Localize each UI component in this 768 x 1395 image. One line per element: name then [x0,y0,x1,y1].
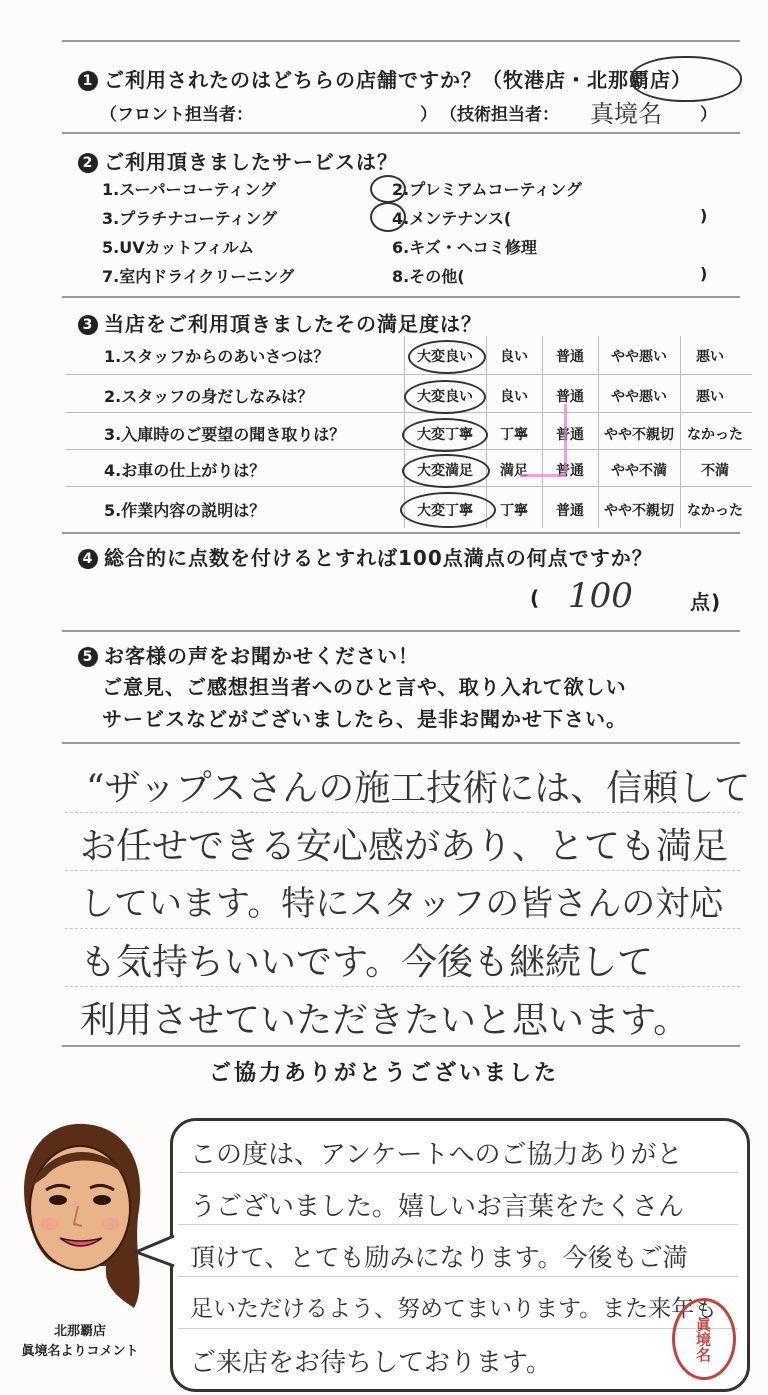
bubble-tail [134,1232,176,1272]
divider-3 [62,532,740,534]
row-5-choice-1: 大変丁寧 [417,503,473,519]
ruled-line-1 [65,812,740,813]
row-5-choice-5: なかった [687,503,743,519]
row-4-choice-5: 不満 [701,463,729,479]
customer-comment-line-1: “ザップスさんの施工技術には、信頼して [86,768,751,809]
divider-5 [62,742,740,744]
service-option-8-close: ) [700,264,708,283]
q5-line-1 [78,640,419,669]
customer-comment-line-4: も気持ちいいです。今後も継続して [80,942,654,983]
row-3-selection-circle [402,418,488,452]
q3-text: 当店をご利用頂きましたその満足度は？ [104,312,482,336]
row-3-choice-2: 丁寧 [500,427,528,443]
staff-reply-line-5: ご来店をお待ちしております。 [190,1348,552,1378]
ruled-line-3 [65,928,740,929]
row-5-choice-4: やや不親切 [604,503,674,519]
score-open: ( [530,586,541,610]
row-5-choice-3: 普通 [556,503,584,519]
row-1-choice-4: やや悪い [611,349,667,365]
row-2-choice-1: 大変良い [417,389,473,405]
row-3-choice-5: なかった [687,427,743,443]
q4-number: 4 [78,549,98,569]
staff-store-name: 北那覇店 [53,1324,106,1339]
customer-comment-line-5: 利用させていただきたいと思います。 [80,1000,690,1041]
highlighter-mark-2 [520,474,566,477]
staff-reply-line-1: この度は、アンケートへのご協力ありがと [190,1140,683,1170]
row-1-choice-5: 悪い [696,349,724,365]
q1-text: ご利用されたのはどちらの店舗ですか？（牧港店・北那覇店） [104,68,692,92]
tech-staff-value: 真境名 [590,100,662,128]
row-3-choice-3: 普通 [556,427,584,443]
staff-avatar [6,1116,156,1316]
service-option-6: 6.キズ・ヘコミ修理 [392,238,537,257]
satisfaction-row-3-label: 3.入庫時のご要望の聞き取りは？ [104,425,346,444]
divider-2 [62,296,740,298]
row-5-choice-2: 丁寧 [500,503,528,519]
row-4-choice-4: やや不満 [611,463,667,479]
table-hline-2 [66,412,752,413]
q1-number: 1 [78,71,98,91]
row-2-selection-circle [404,380,486,414]
row-2-choice-5: 悪い [696,389,724,405]
row-2-choice-2: 良い [500,389,528,405]
q2-question [78,146,398,175]
service-option-4: 4.メンテナンス( [392,209,512,228]
staff-comment-from: 眞境名よりコメント [21,1344,139,1359]
staff-reply-line-3: 頂けて、とても励みになります。今後もご満 [190,1243,688,1272]
score-unit: 点) [690,590,722,614]
row-4-choice-3: 普通 [556,463,584,479]
satisfaction-row-2-label: 2.スタッフの身だしなみは？ [104,387,314,406]
q5-number: 5 [78,647,98,667]
service-option-5: 5.UVカットフィルム [102,238,255,257]
table-hline-1 [66,374,752,375]
name-stamp: 眞境名 [672,1298,736,1380]
row-3-choice-1: 大変丁寧 [417,427,473,443]
service-option-4-close: ) [700,206,708,225]
front-staff-label: （フロント担当者： [100,105,253,125]
top-divider [62,40,740,42]
q5-line-2: ご意見、ご感想担当者へのひと言や、取り入れて欲しい [102,675,627,699]
service-4-check-circle [370,202,406,232]
row-1-selection-circle [408,340,486,374]
row-3-choice-4: やや不親切 [604,427,674,443]
customer-comment-line-3: しています。特にスタッフの皆さんの対応 [80,884,724,924]
ruled-line-2 [65,870,740,871]
service-option-1: 1.スーパーコーティング [102,180,277,199]
divider-1 [62,132,740,134]
q2-number: 2 [78,153,98,173]
row-2-choice-3: 普通 [556,389,584,405]
table-hline-4 [66,486,752,487]
table-hline-3 [66,449,752,450]
thanks-message: ご協力ありがとうございました [208,1061,559,1086]
row-1-choice-1: 大変良い [417,349,473,365]
q5-line-3: サービスなどがございましたら、是非お聞かせ下さい。 [102,707,627,731]
q4-question [78,542,653,571]
bubble-line-4 [178,1328,738,1329]
row-2-choice-4: やや悪い [611,389,667,405]
service-option-3: 3.プラチナコーティング [102,209,277,228]
bubble-line-3 [178,1276,738,1277]
highlighter-mark [552,404,567,474]
tech-staff-label: （技術担当者： [440,105,559,125]
satisfaction-row-5-label: 5.作業内容の説明は？ [104,501,266,520]
customer-comment-line-2: お任せできる安心感があり、とても満足 [80,826,729,867]
staff-reply-line-4: 足いただけるよう、努めてまいります。また来年も [190,1296,718,1322]
bubble-line-1 [178,1172,738,1173]
bubble-line-2 [178,1224,738,1225]
satisfaction-row-1-label: 1.スタッフからのあいさつは？ [104,347,330,366]
row-4-selection-circle [402,454,490,488]
service-2-check-circle [370,175,406,203]
q4-text: 総合的に点数を付けるとすれば100点満点の何点ですか？ [104,546,653,570]
row-4-choice-1: 大変満足 [417,463,473,479]
service-option-8: 8.その他( [392,267,465,286]
q3-number: 3 [78,315,98,335]
row-5-selection-circle [400,492,496,528]
satisfaction-row-4-label: 4.お車の仕上がりは？ [104,461,266,480]
row-4-choice-2: 満足 [500,463,528,479]
q5-text: お客様の声をお聞かせください！ [104,644,419,668]
row-1-choice-2: 良い [500,349,528,365]
row-1-choice-3: 普通 [556,349,584,365]
score-value: 100 [568,576,633,616]
q1-question [78,64,692,93]
divider-6 [62,1045,740,1047]
tech-staff-close: ） [700,105,717,125]
divider-4 [62,630,740,632]
service-option-2: 2.プレミアムコーティング [392,180,582,199]
staff-reply-line-2: うございました。嬉しいお言葉をたくさん [190,1192,685,1222]
q3-question [78,308,482,337]
front-staff-close: ） [420,105,437,125]
ruled-line-4 [65,986,740,987]
q2-text: ご利用頂きましたサービスは？ [104,150,398,174]
service-option-7: 7.室内ドライクリーニング [102,267,295,286]
